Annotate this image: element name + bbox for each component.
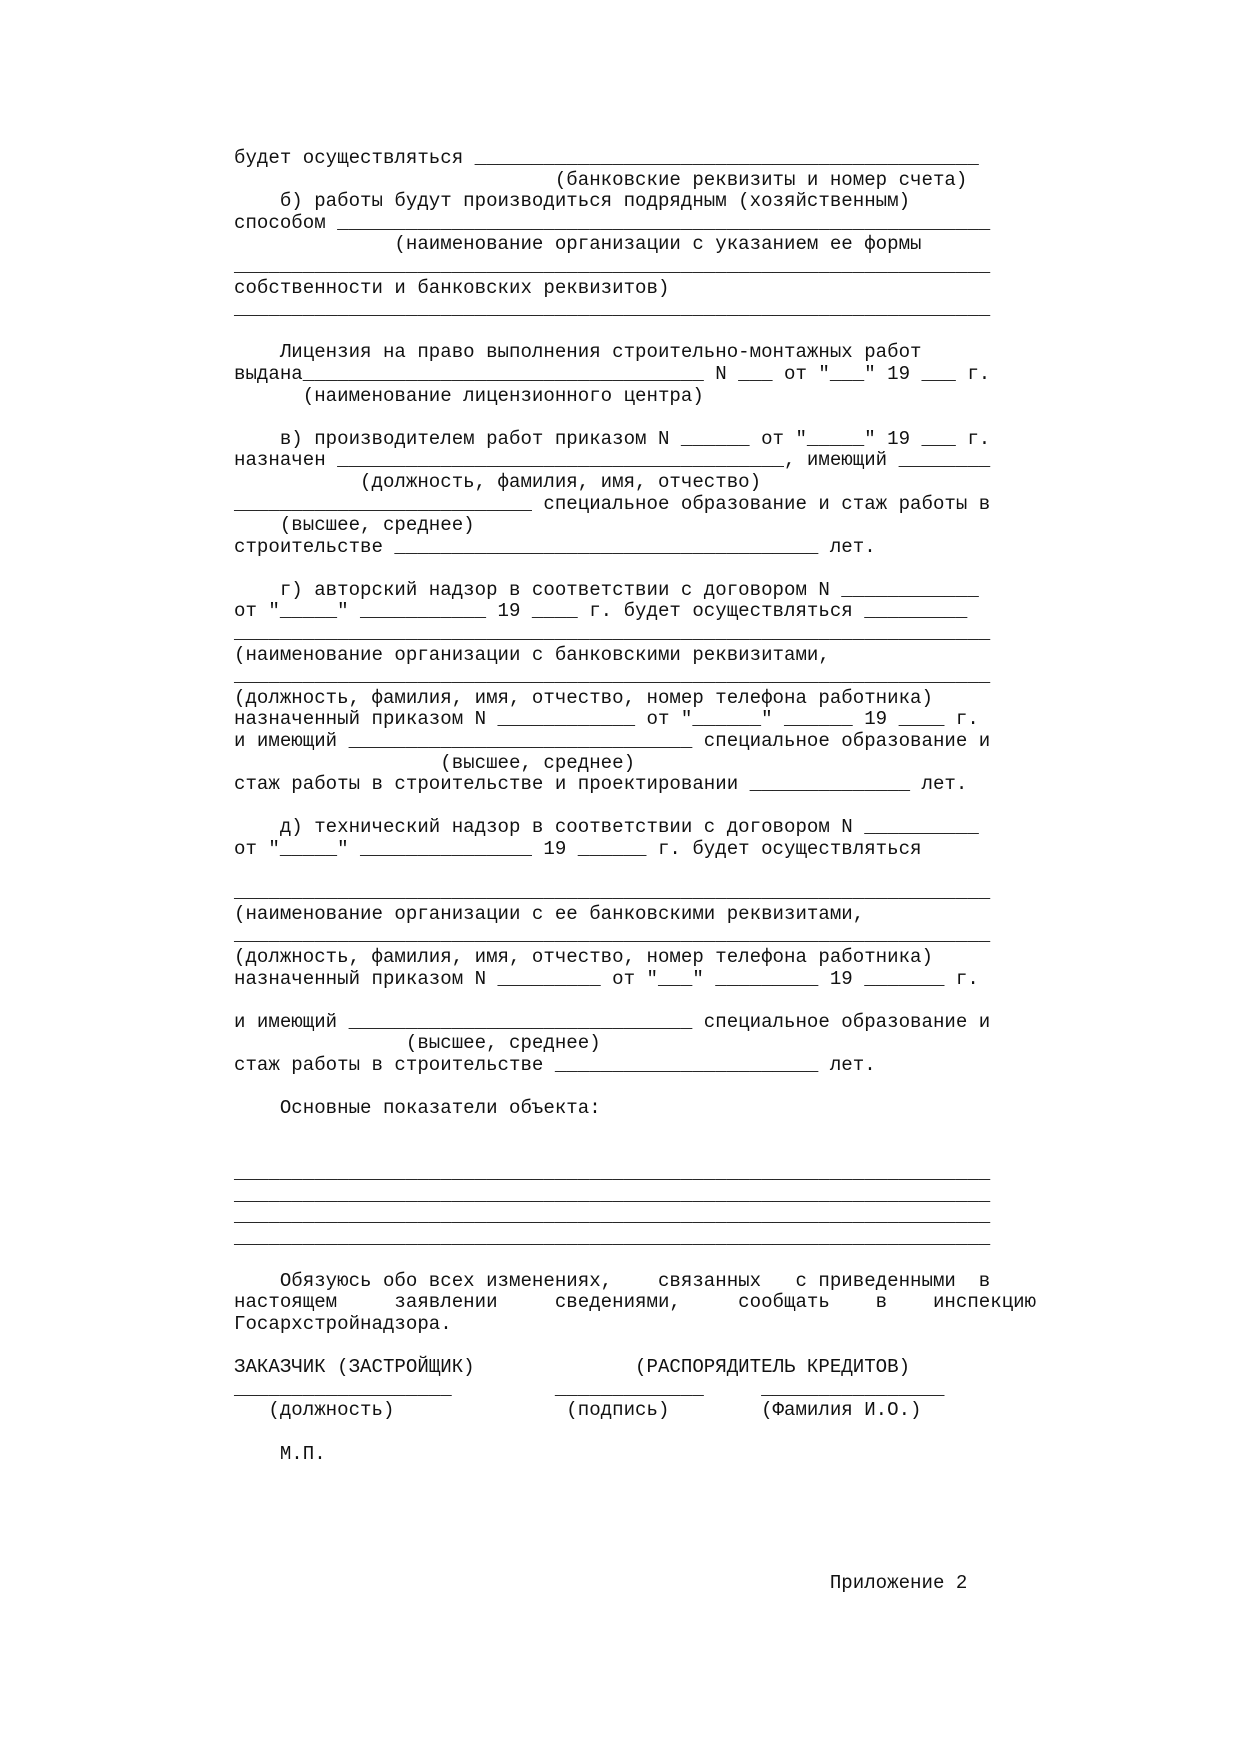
- document-line: (банковские реквизиты и номер счета): [234, 168, 968, 191]
- document-line: (наименование лицензионного центра): [234, 384, 704, 407]
- document-line: [234, 1141, 1036, 1163]
- document-line: [234, 1552, 1036, 1574]
- document-line: Лицензия на право выполнения строительно-монтажных работ: [234, 341, 922, 364]
- document-line: назначен _______________________________________, имеющий ________: [234, 449, 991, 472]
- document-line: [234, 321, 1036, 343]
- document-line: Обязуюсь обо всех изменениях, связанных с приведенными в: [234, 1269, 991, 1292]
- document-line: (высшее, среднее): [234, 514, 475, 537]
- document-line: [234, 1249, 1036, 1271]
- document-line: __________________________________________________________________: [234, 1183, 991, 1206]
- document-line: стаж работы в строительстве и проектировании ______________ лет.: [234, 773, 968, 796]
- document-line: (наименование организации с ее банковскими реквизитами,: [234, 902, 865, 925]
- document-line: [234, 861, 1036, 883]
- document-line: ЗАКАЗЧИК (ЗАСТРОЙЩИК) (РАСПОРЯДИТЕЛЬ КРЕДИТОВ): [234, 1356, 911, 1379]
- document-line: [234, 407, 1036, 429]
- document-line: будет осуществляться ____________________________________________: [234, 147, 979, 169]
- document-line: __________________________________________________________________: [234, 1226, 991, 1249]
- document-line: от "_____" ___________ 19 ____ г. будет осуществляться _________: [234, 600, 968, 623]
- document-line: [234, 796, 1036, 818]
- document-line: (должность, фамилия, имя, отчество, номер телефона работника): [234, 686, 933, 709]
- document-line: настоящем заявлении сведениями, сообщать в инспекцию: [234, 1291, 1037, 1314]
- document-line: от "_____" _______________ 19 ______ г. будет осуществляться: [234, 838, 922, 860]
- document-line: [234, 1120, 1036, 1142]
- document-line: __________________________________________________________________: [234, 1161, 991, 1184]
- document-line: (должность) (подпись) (Фамилия И.О.): [234, 1399, 922, 1422]
- document-line: (наименование организации с указанием ее формы: [234, 233, 922, 256]
- document-line: [234, 1487, 1036, 1509]
- document-line: __________________________________________________________________: [234, 254, 991, 277]
- document-line: назначенный приказом N ____________ от "______" ______ 19 ____ г.: [234, 708, 979, 731]
- document-line: Основные показатели объекта:: [234, 1097, 601, 1120]
- document-line: и имеющий ______________________________ специальное образование и: [234, 730, 991, 753]
- document-line: выдана___________________________________ N ___ от "___" 19 ___ г.: [234, 362, 991, 385]
- document-text: [234, 148, 1036, 1595]
- document-line: в) производителем работ приказом N ______ от "_____" 19 ___ г.: [234, 427, 991, 450]
- document-line: (должность, фамилия, имя, отчество, номер телефона работника): [234, 945, 933, 968]
- document-line: (должность, фамилия, имя, отчество): [234, 470, 762, 493]
- document-line: (высшее, среднее): [234, 751, 636, 774]
- document-line: д) технический надзор в соответствии с договором N __________: [234, 816, 979, 839]
- document-line: __________________________________________________________________: [234, 881, 991, 904]
- document-line: Приложение 2: [234, 1572, 968, 1595]
- document-line: [234, 1077, 1036, 1099]
- document-line: б) работы будут производиться подрядным (хозяйственным): [234, 190, 911, 213]
- document-line: [234, 990, 1036, 1012]
- document-line: ___________________ _____________ ________________: [234, 1377, 945, 1400]
- document-line: Госархстройнадзора.: [234, 1313, 452, 1336]
- document-line: и имеющий ______________________________ специальное образование и: [234, 1010, 991, 1033]
- document-line: (наименование организации с банковскими реквизитами,: [234, 643, 830, 666]
- document-line: (высшее, среднее): [234, 1032, 601, 1055]
- document-line: __________________________________________________________________: [234, 298, 991, 321]
- document-line: М.П.: [234, 1442, 326, 1465]
- document-line: [234, 1336, 1036, 1358]
- document-line: __________________________ специальное образование и стаж работы в: [234, 492, 991, 515]
- document-line: назначенный приказом N _________ от "___" _________ 19 _______ г.: [234, 967, 979, 990]
- document-line: собственности и банковских реквизитов): [234, 276, 670, 299]
- document-line: [234, 1508, 1036, 1530]
- document-line: __________________________________________________________________: [234, 924, 991, 947]
- document-line: __________________________________________________________________: [234, 1205, 991, 1228]
- document-line: способом _________________________________________________________: [234, 211, 991, 234]
- document-line: [234, 1530, 1036, 1552]
- document-line: [234, 558, 1036, 580]
- document-line: __________________________________________________________________: [234, 622, 991, 645]
- document-line: [234, 1465, 1036, 1487]
- document-line: стаж работы в строительстве _______________________ лет.: [234, 1053, 876, 1076]
- document-line: г) авторский надзор в соответствии с договором N ____________: [234, 578, 979, 601]
- document-line: строительстве _____________________________________ лет.: [234, 535, 876, 558]
- document-line: __________________________________________________________________: [234, 665, 991, 688]
- document-line: [234, 1422, 1036, 1444]
